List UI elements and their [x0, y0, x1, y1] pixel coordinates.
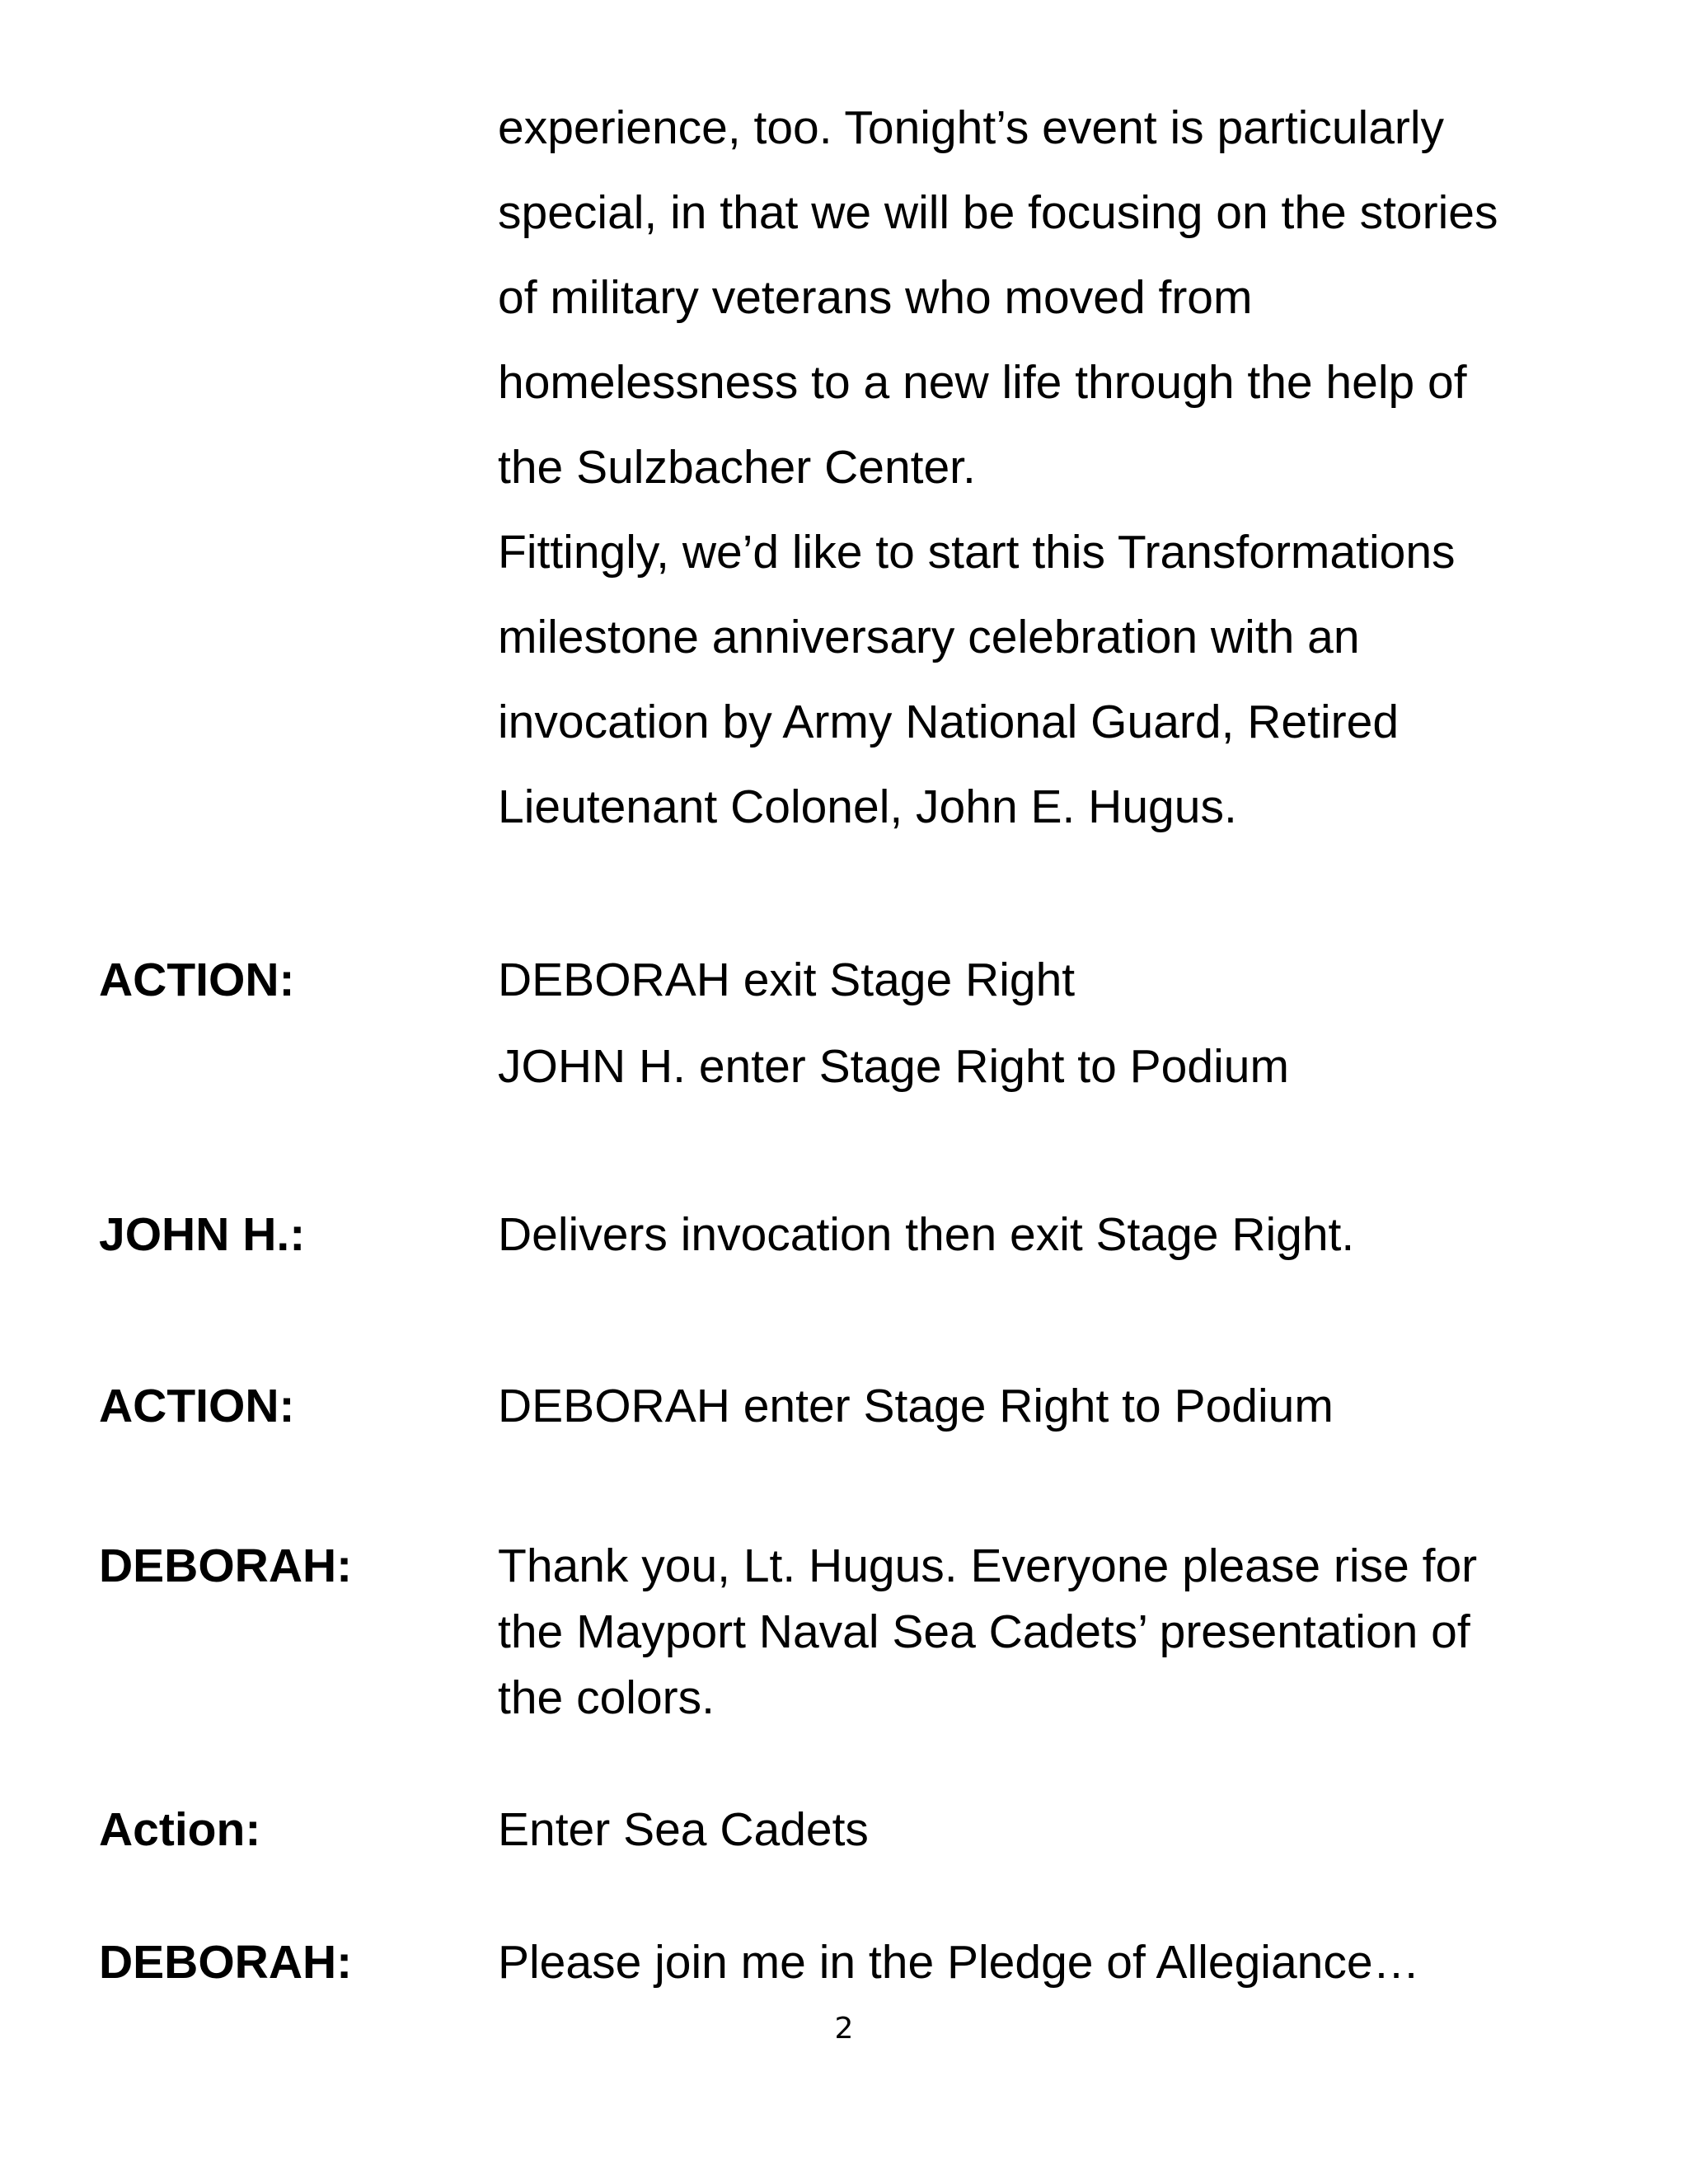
entry-line: JOHN H. enter Stage Right to Podium — [498, 1040, 1289, 1093]
intro-line: Fittingly, we’d like to start this Transformations — [498, 526, 1456, 579]
speaker-label: Action: — [99, 1803, 261, 1856]
page-number: 2 — [834, 2012, 854, 2046]
intro-line: of military veterans who moved from — [498, 271, 1253, 324]
entry-line: DEBORAH exit Stage Right — [498, 954, 1076, 1006]
intro-line: homelessness to a new life through the help of — [498, 356, 1467, 409]
speaker-label: ACTION: — [99, 954, 295, 1006]
entry-line: Delivers invocation then exit Stage Right. — [498, 1208, 1355, 1261]
entry-line: Thank you, Lt. Hugus. Everyone please rise for — [498, 1540, 1478, 1592]
entry-line: Please join me in the Pledge of Allegiance… — [498, 1936, 1420, 1989]
entry-line: Enter Sea Cadets — [498, 1803, 869, 1856]
entry-line: the Mayport Naval Sea Cadets’ presentation of — [498, 1605, 1470, 1658]
intro-line: the Sulzbacher Center. — [498, 441, 976, 494]
intro-line: special, in that we will be focusing on the stories — [498, 186, 1498, 239]
intro-line: milestone anniversary celebration with an — [498, 611, 1360, 663]
speaker-label: DEBORAH: — [99, 1540, 353, 1592]
entry-line: the colors. — [498, 1671, 715, 1724]
speaker-label: DEBORAH: — [99, 1936, 353, 1989]
intro-line: Lieutenant Colonel, John E. Hugus. — [498, 780, 1237, 833]
speaker-label: ACTION: — [99, 1380, 295, 1432]
entry-line: DEBORAH enter Stage Right to Podium — [498, 1380, 1334, 1432]
intro-line: invocation by Army National Guard, Retired — [498, 696, 1400, 748]
intro-line: experience, too. Tonight’s event is particularly — [498, 101, 1445, 154]
speaker-label: JOHN H.: — [99, 1208, 306, 1261]
